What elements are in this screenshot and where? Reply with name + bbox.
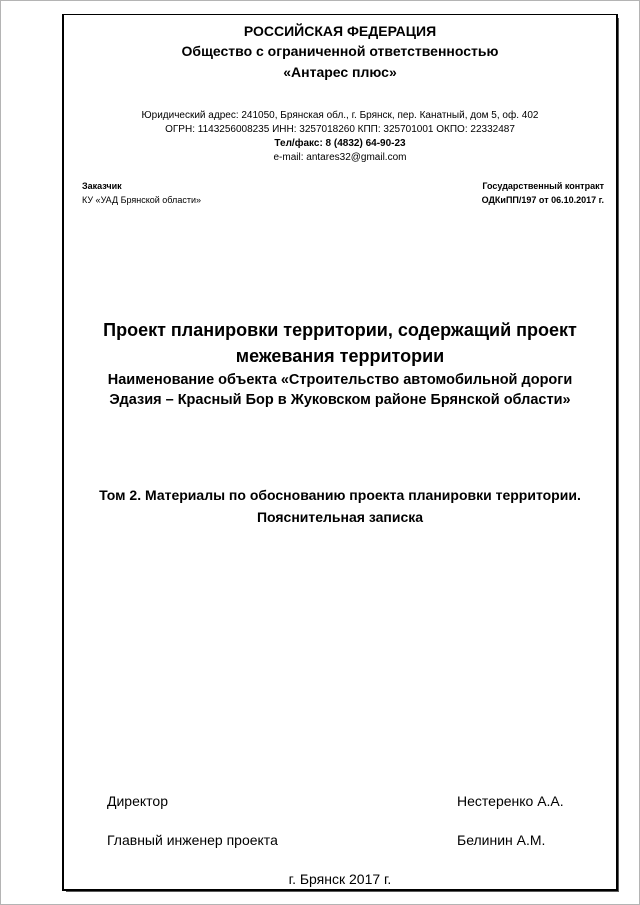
legal-address: Юридический адрес: 241050, Брянская обл., г. Брянск, пер. Канатный, дом 5, оф. 402 <box>141 110 539 121</box>
signature-name-chief-engineer: Белинин А.М. <box>457 832 546 848</box>
signature-role-chief-engineer: Главный инженер проекта <box>107 832 278 848</box>
email: e-mail: antares32@gmail.com <box>273 152 407 163</box>
object-name-line1: Наименование объекта «Строительство автомобильной дороги <box>107 372 573 388</box>
contract-label: Государственный контракт <box>482 181 604 191</box>
phone-fax: Тел/факс: 8 (4832) 64-90-23 <box>274 138 406 149</box>
registry-numbers: ОГРН: 1143256008235 ИНН: 3257018260 КПП: 325701001 ОКПО: 22332487 <box>165 124 515 135</box>
org-type: Общество с ограниченной ответственностью <box>181 43 499 59</box>
customer-value: КУ «УАД Брянской области» <box>82 195 201 205</box>
project-title-line1: Проект планировки территории, содержащий проект <box>103 320 577 340</box>
city-year: г. Брянск 2017 г. <box>288 871 392 887</box>
org-name: «Антарес плюс» <box>283 64 397 80</box>
country-heading: РОССИЙСКАЯ ФЕДЕРАЦИЯ <box>243 23 437 39</box>
volume-title-line1: Том 2. Материалы по обоснованию проекта планировки территории. <box>99 487 581 503</box>
contract-value: ОДКиПП/197 от 06.10.2017 г. <box>481 195 604 205</box>
signature-name-director: Нестеренко А.А. <box>457 793 564 809</box>
volume-title-line2: Пояснительная записка <box>256 509 424 525</box>
signature-role-director: Директор <box>107 793 168 809</box>
project-title-line2: межевания территории <box>235 346 445 366</box>
object-name-line2: Эдазия – Красный Бор в Жуковском районе Брянской области» <box>109 392 571 408</box>
customer-label: Заказчик <box>82 181 122 191</box>
